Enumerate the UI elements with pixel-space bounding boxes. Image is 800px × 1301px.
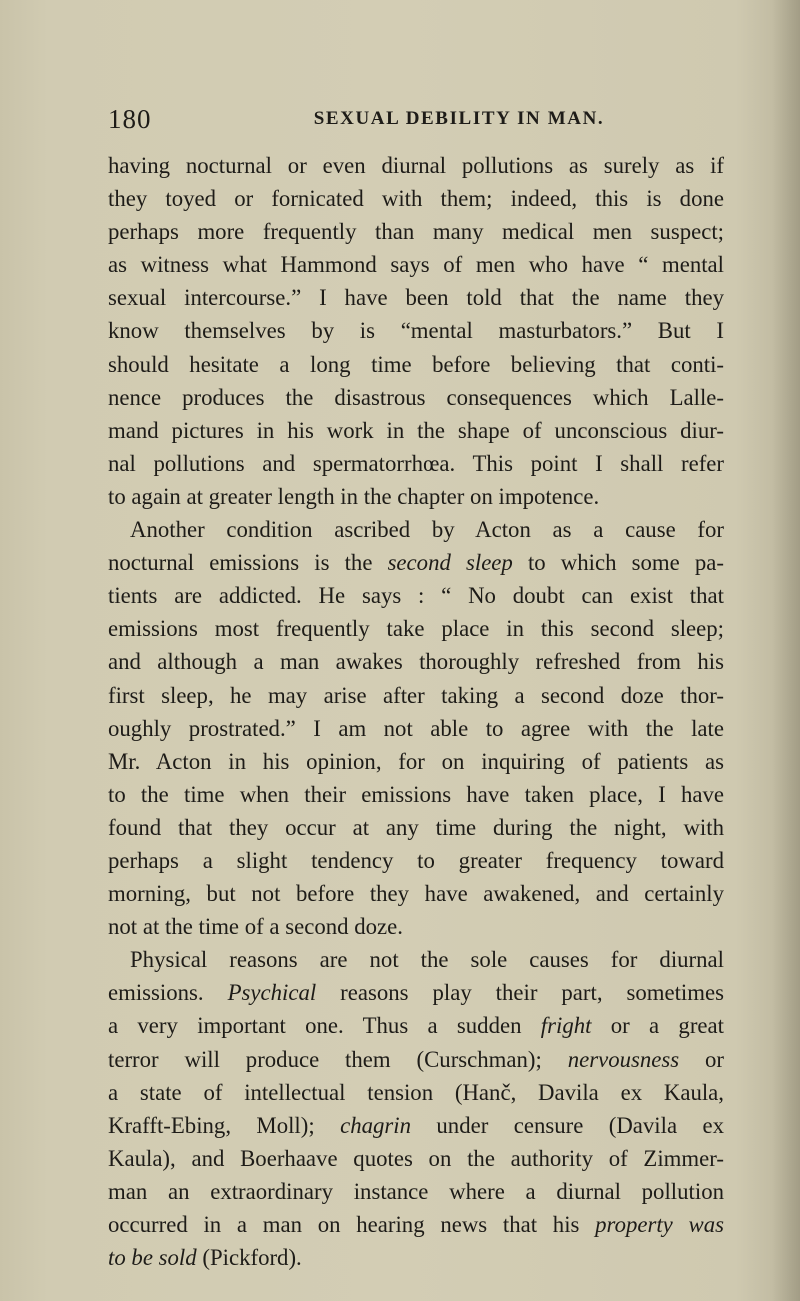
text-run: a very important one. Thus a sudden xyxy=(108,1013,541,1039)
text-line: should hesitate a long time before believing that conti- xyxy=(108,351,724,377)
text-line: perhaps more frequently than many medical men suspect; xyxy=(108,219,724,245)
text-line: Kaula), and Boerhaave quotes on the authority of Zimmer- xyxy=(108,1145,724,1171)
text-run: or a great xyxy=(591,1013,724,1039)
text-line: having nocturnal or even diurnal pollutions as surely as if xyxy=(108,153,724,178)
text-line: to again at greater length in the chapter on impotence. xyxy=(108,483,600,509)
text-line: know themselves by is “mental masturbators.” But I xyxy=(108,318,724,344)
text-run: reasons play their part, sometimes xyxy=(316,980,724,1006)
text-line: oughly prostrated.” I am not able to agree with the late xyxy=(108,715,724,741)
text-run: under censure (Davila ex xyxy=(411,1112,724,1138)
text-line: perhaps a slight tendency to greater frequency toward xyxy=(108,847,724,873)
italic-phrase: fright xyxy=(540,1013,592,1039)
italic-phrase: Psychical xyxy=(227,980,317,1006)
text-run: to which some pa- xyxy=(512,550,724,576)
text-line: not at the time of a second doze. xyxy=(108,914,403,940)
text-run: emissions. xyxy=(108,980,228,1006)
text-line: Physical reasons are not the sole causes for diurnal xyxy=(130,947,724,973)
page-edge-shadow xyxy=(772,0,800,1301)
italic-phrase: to be sold xyxy=(108,1245,197,1271)
text-run: Krafft-Ebing, Moll); xyxy=(108,1112,341,1138)
italic-phrase: chagrin xyxy=(340,1112,412,1138)
running-title: SEXUAL DEBILITY IN MAN. xyxy=(313,108,605,129)
text-line xyxy=(108,1043,724,1076)
text-line: sexual intercourse.” I have been told that the name they xyxy=(108,285,724,311)
italic-phrase: property was xyxy=(595,1212,725,1237)
text-line xyxy=(108,1208,724,1241)
text-line: they toyed or fornicated with them; indeed, this is done xyxy=(108,186,724,212)
italic-phrase: second sleep xyxy=(387,550,513,576)
text-line: to the time when their emissions have taken place, I have xyxy=(108,781,724,807)
text-line: nal pollutions and spermatorrhœa. This point I shall refer xyxy=(108,450,724,476)
text-line: man an extraordinary instance where a diurnal pollution xyxy=(108,1178,724,1204)
page-number: 180 xyxy=(108,104,152,134)
text-run: (Pickford). xyxy=(196,1245,302,1271)
text-line: emissions most frequently take place in this second sleep; xyxy=(108,616,724,642)
text-run: nocturnal emissions is the xyxy=(108,550,388,576)
text-line: a state of intellectual tension (Hanč, Davila ex Kaula, xyxy=(108,1079,724,1105)
text-run: occurred in a man on hearing news that his xyxy=(108,1212,596,1237)
text-line: Another condition ascribed by Acton as a cause for xyxy=(130,517,724,543)
body-text xyxy=(108,149,724,1274)
italic-phrase: nervousness xyxy=(567,1046,680,1072)
text-run: terror will produce them (Curschman); xyxy=(108,1046,568,1072)
text-line xyxy=(108,1009,724,1042)
text-run: or xyxy=(679,1046,724,1072)
page-header xyxy=(108,104,720,138)
text-line: and although a man awakes thoroughly refreshed from his xyxy=(108,649,724,675)
text-line: tients are addicted. He says : “ No doubt can exist that xyxy=(108,583,724,609)
text-line: morning, but not before they have awakened, and certainly xyxy=(108,881,724,907)
text-line xyxy=(108,976,724,1009)
text-line xyxy=(108,1241,724,1274)
text-line: found that they occur at any time during the night, with xyxy=(108,814,724,840)
text-line: nence produces the disastrous consequences which Lalle- xyxy=(108,384,724,410)
text-line: first sleep, he may arise after taking a second doze thor- xyxy=(108,682,724,708)
text-line: as witness what Hammond says of men who have “ mental xyxy=(108,252,724,278)
text-line: mand pictures in his work in the shape of unconscious diur- xyxy=(108,417,724,443)
text-line xyxy=(108,546,724,579)
text-line: Mr. Acton in his opinion, for on inquiring of patients as xyxy=(108,748,724,774)
text-line xyxy=(108,1109,724,1142)
